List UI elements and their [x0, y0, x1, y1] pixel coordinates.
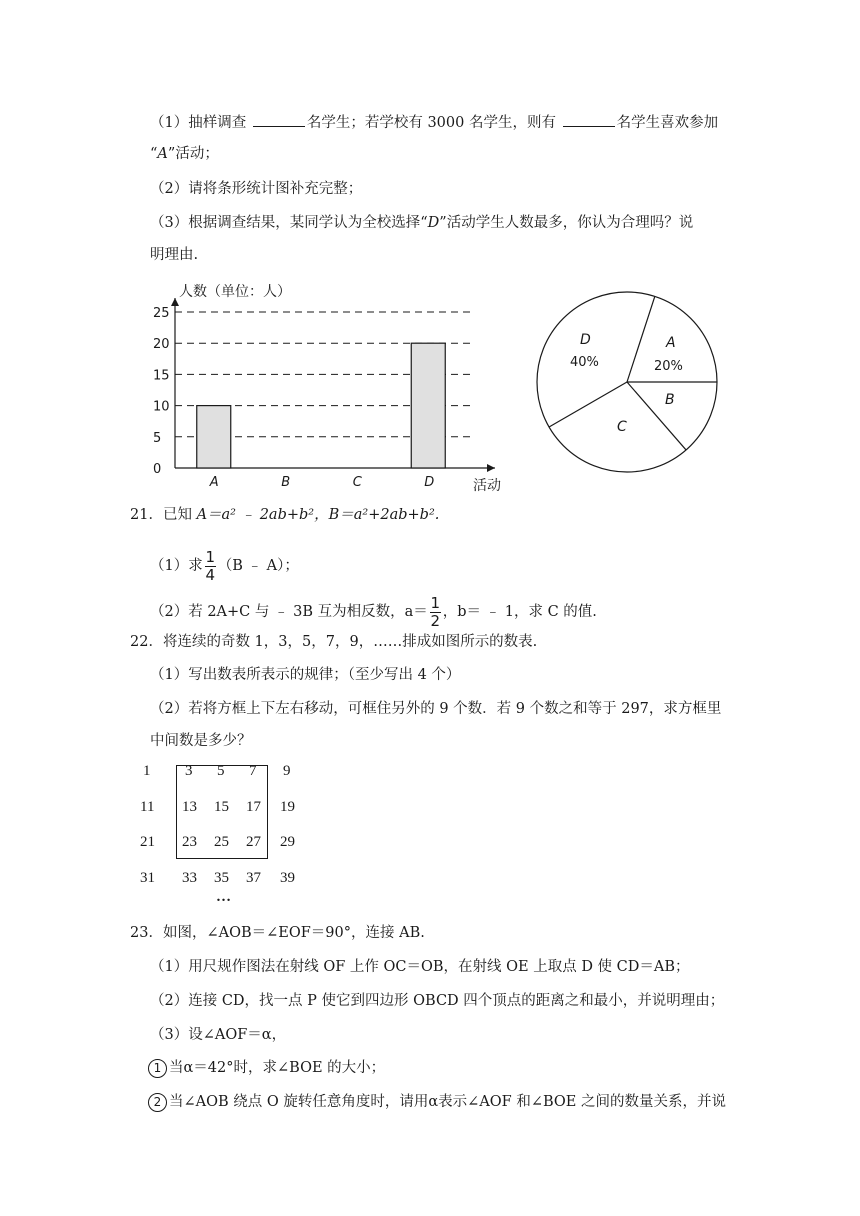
frac2-denominator: 2 — [430, 611, 441, 630]
q23-p1-text: （1）用尺规作图法在射线 OF 上作 OC＝OB，在射线 OE 上取点 D 使 CD＝AB； — [150, 959, 690, 975]
q22-part2-line1 — [150, 699, 721, 719]
q23-sub2 — [148, 1092, 726, 1112]
q23-sub2-text: 当∠AOB 绕点 O 旋转任意角度时，请用α表示∠AOF 和∠BOE 之间的数量关系，并说 — [169, 1094, 727, 1110]
bar-d — [411, 343, 445, 468]
q20-quote-close: ”活动； — [167, 146, 219, 162]
q20-p3-text-a: （3）根据调查结果，某同学认为全校选择“ — [150, 215, 428, 231]
table-cell: 9 — [283, 763, 291, 779]
fraction-one-half — [430, 593, 441, 630]
fraction-one-quarter — [205, 547, 216, 584]
bar-a — [197, 406, 231, 468]
q20-activity-a: A — [157, 146, 168, 162]
q22-p2-text-a: （2）若将方框上下左右移动，可框住另外的 9 个数．若 9 个数之和等于 297，求方框里 — [150, 701, 722, 717]
q22-statement — [130, 632, 537, 652]
q21-stmt-a: 已知 — [162, 507, 197, 523]
slice-label-d: D — [580, 332, 591, 348]
q22-number: 22． — [130, 634, 163, 650]
q21-number: 21． — [130, 507, 163, 523]
frac1-denominator: 4 — [205, 565, 215, 584]
x-tick-label: A — [209, 475, 219, 490]
q22-p2-text-b: 中间数是多少？ — [150, 733, 252, 749]
table-cell: 15 — [214, 799, 229, 815]
q20-p3-text-c: 明理由. — [150, 247, 199, 263]
q23-part2 — [150, 991, 724, 1011]
q20-p3-text-b: ”活动学生人数最多，你认为合理吗？说 — [439, 215, 694, 231]
slice-label-b: B — [665, 392, 675, 408]
table-ellipsis: … — [216, 889, 231, 905]
y-tick-label: 5 — [153, 430, 162, 446]
bar-chart-xlabel: 活动 — [473, 478, 501, 494]
table-cell: 29 — [280, 834, 295, 850]
table-cell: 5 — [217, 763, 225, 779]
table-cell: 1 — [143, 763, 151, 779]
slice-label-c: C — [617, 419, 627, 435]
table-cell: 13 — [182, 799, 197, 815]
table-cell: 37 — [246, 870, 261, 886]
q21-statement — [130, 505, 439, 525]
q20-p1-text-b: 名学生；若学校有 3000 名学生，则有 — [306, 115, 561, 131]
q21-part2 — [150, 592, 597, 632]
q20-part2 — [150, 179, 362, 199]
answer-blank-a-count[interactable] — [563, 112, 615, 127]
q23-statement — [130, 923, 425, 943]
q20-p2-text: （2）请将条形统计图补充完整； — [150, 181, 363, 197]
q23-part1 — [150, 957, 690, 977]
frac2-numerator: 1 — [430, 593, 441, 612]
x-axis-arrow-icon — [487, 464, 495, 472]
table-cell: 25 — [214, 834, 229, 850]
q21-stmt-expr: A＝a² ﹣ 2ab+b²，B＝a²+2ab+b². — [196, 507, 440, 523]
q21-p1-text-a: （1）求 — [150, 558, 203, 574]
q22-part2-line2 — [150, 731, 252, 751]
q21-part1 — [150, 546, 299, 586]
table-cell: 31 — [140, 870, 155, 886]
frac1-numerator: 1 — [205, 547, 215, 566]
bar-chart-ylabel: 人数（单位：人） — [179, 284, 291, 300]
q22-p1-text: （1）写出数表所表示的规律；（至少写出 4 个） — [150, 667, 461, 683]
q22-stmt: 将连续的奇数 1，3，5，7，9，……排成如图所示的数表. — [162, 634, 538, 650]
slice-label-a: A — [666, 335, 676, 351]
q21-p2-text-a: （2）若 2A+C 与 ﹣ 3B 互为相反数，a＝ — [150, 604, 428, 620]
q20-quote-open: “ — [150, 146, 158, 162]
q23-p3-text: （3）设∠AOF＝α， — [150, 1027, 287, 1043]
q23-p2-text: （2）连接 CD，找一点 P 使它到四边形 OBCD 四个顶点的距离之和最小，并说明理由； — [150, 993, 725, 1009]
table-cell: 33 — [182, 870, 197, 886]
x-tick-label: D — [424, 475, 435, 490]
q23-stmt: 如图，∠AOB＝∠EOF＝90°，连接 AB. — [162, 925, 425, 941]
y-tick-label: 10 — [153, 399, 170, 415]
q23-part3 — [150, 1025, 286, 1045]
answer-blank-sample-size[interactable] — [253, 112, 305, 127]
q20-part1-line1 — [150, 112, 718, 133]
y-tick-label: 15 — [153, 368, 170, 384]
q21-p1-text-b: （B ﹣ A）； — [217, 558, 299, 574]
table-cell: 11 — [140, 799, 155, 815]
q20-activity-d: D — [427, 215, 440, 231]
q20-part1-line2 — [150, 144, 219, 164]
q20-part3-line2 — [150, 245, 198, 265]
selection-frame[interactable] — [176, 765, 268, 859]
q23-sub1 — [148, 1058, 385, 1078]
circled-one-icon: 1 — [148, 1059, 167, 1078]
table-cell: 35 — [214, 870, 229, 886]
pie-chart — [528, 284, 728, 484]
y-tick-label: 20 — [153, 337, 170, 353]
slice-value-d: 40% — [570, 355, 599, 370]
table-cell: 21 — [140, 834, 155, 850]
q20-p1-text-a: （1）抽样调查 — [150, 115, 251, 131]
slice-value-a: 20% — [654, 359, 683, 374]
table-cell: 39 — [280, 870, 295, 886]
table-cell: 3 — [185, 763, 193, 779]
q22-part1 — [150, 665, 460, 685]
x-tick-label: C — [352, 475, 362, 490]
x-tick-label: B — [281, 475, 291, 490]
q21-p2-text-b: ，b＝ ﹣ 1，求 C 的值. — [442, 604, 597, 620]
q23-number: 23． — [130, 925, 163, 941]
table-cell: 19 — [280, 799, 295, 815]
q23-sub1-text: 当α＝42°时，求∠BOE 的大小； — [169, 1060, 386, 1076]
circled-two-icon: 2 — [148, 1093, 167, 1112]
q20-part3-line1 — [150, 213, 693, 233]
table-cell: 23 — [182, 834, 197, 850]
table-cell: 7 — [249, 763, 257, 779]
y-tick-label: 25 — [153, 306, 170, 321]
y-tick-label: 0 — [153, 462, 162, 477]
q20-p1-text-c: 名学生喜欢参加 — [616, 115, 719, 131]
table-cell: 27 — [246, 834, 261, 850]
table-cell: 17 — [246, 799, 261, 815]
bar-chart — [135, 278, 515, 498]
y-axis-arrow-icon — [171, 298, 179, 306]
